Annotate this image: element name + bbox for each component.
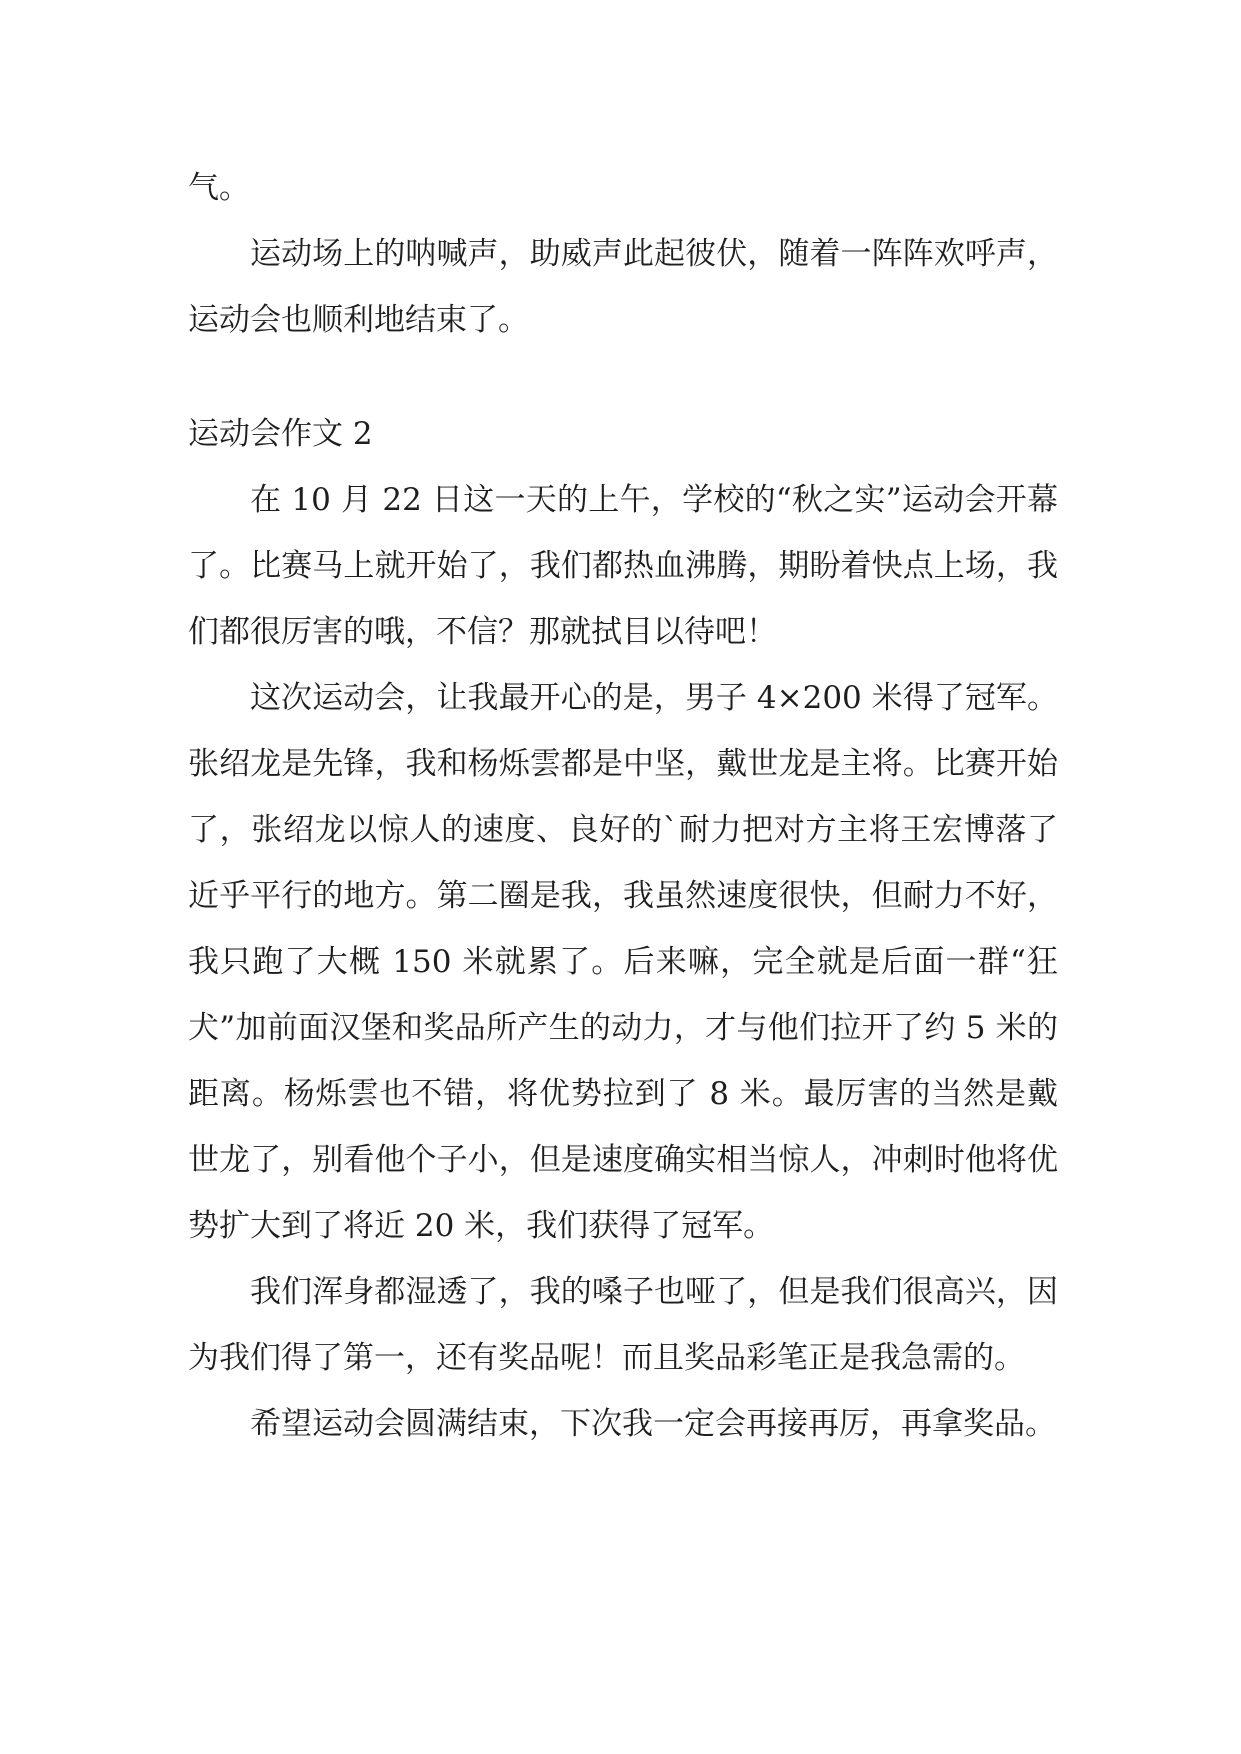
paragraph-celebration: 我们浑身都湿透了，我的嗓子也哑了，但是我们很高兴，因为我们得了第一，还有奖品呢！而且奖品彩笔正是我急需的。	[188, 1274, 1058, 1376]
essay-title: 运动会作文 2	[188, 416, 373, 452]
document-page	[188, 155, 1058, 1457]
paragraph-closing-cheers: 运动场上的呐喊声，助威声此起彼伏，随着一阵阵欢呼声，运动会也顺利地结束了。	[188, 236, 1058, 338]
paragraph-conclusion: 希望运动会圆满结束，下次我一定会再接再厉，再拿奖品。	[250, 1406, 1056, 1442]
paragraph-opening: 在 10 月 22 日这一天的上午，学校的“秋之实”运动会开幕了。比赛马上就开始了，我们都热血沸腾，期盼着快点上场，我们都很厉害的哦，不信？那就拭目以待吧！	[188, 482, 1058, 650]
paragraph-continued: 气。	[188, 170, 250, 206]
paragraph-relay-race: 这次运动会，让我最开心的是，男子 4×200 米得了冠军。张绍龙是先锋，我和杨烁雲都是中坚，戴世龙是主将。比赛开始了，张绍龙以惊人的速度、良好的`耐力把对方主将王宏博落了近乎平行的地方。第二圈是我，我虽然速度很快，但耐力不好，我只跑了大概 150 米就累了。后来嘛，完全就是后面一群“狂犬”加前面汉堡和奖品所产生的动力，才与他们拉开了约 5 米的距离。杨烁雲也不错，将优势拉到了 8 米。最厉害的当然是戴世龙了，别看他个子小，但是速度确实相当惊人，冲刺时他将优势扩大到了将近 20 米，我们获得了冠军。	[188, 680, 1058, 1244]
section-spacer	[188, 353, 1058, 401]
